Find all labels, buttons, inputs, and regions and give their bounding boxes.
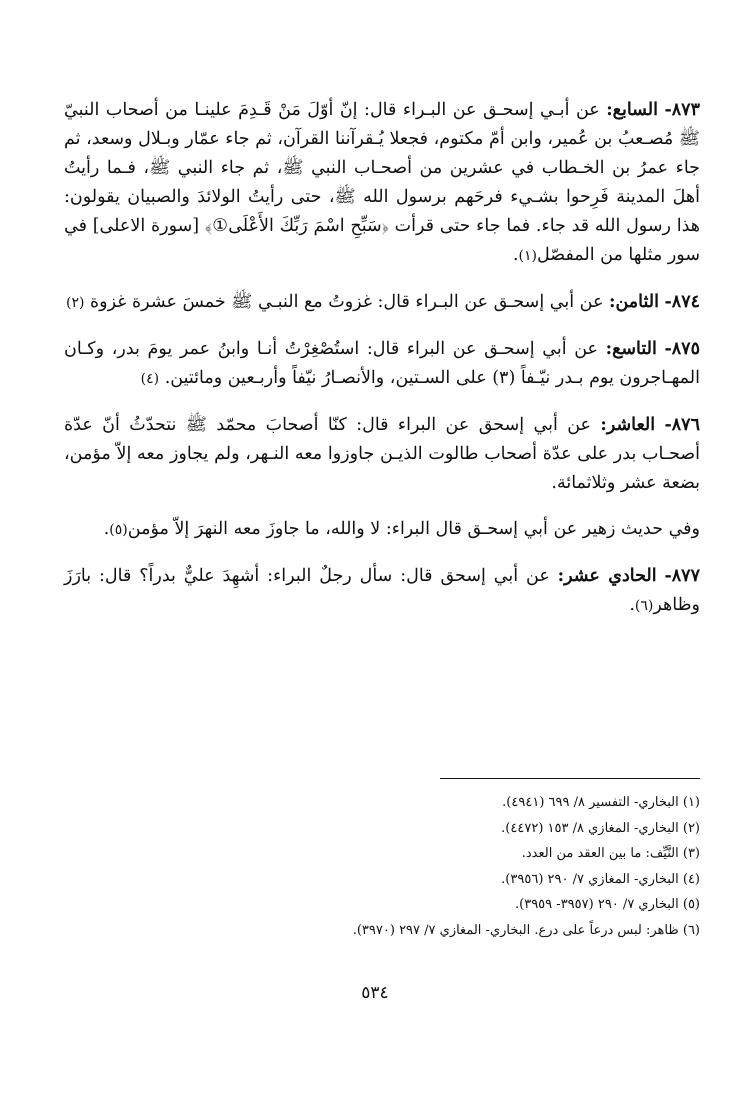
zuhair-narration (64, 515, 700, 545)
main-text (64, 96, 700, 638)
hadith-876 (64, 411, 700, 498)
footnotes (150, 790, 700, 943)
footnote-4: (٤) البخاري- المغازي ٧/ ٢٩٠ (٣٩٥٦). (501, 871, 700, 887)
sentence-end: . (512, 245, 519, 265)
hadith-number: ٨٧٤- (664, 292, 700, 312)
footnote-5: (٥) البخاري ٧/ ٢٩٠ (٣٩٥٧- ٣٩٥٩). (515, 897, 700, 912)
hadith-label: التاسع: (605, 339, 657, 359)
hadith-number: ٨٧٣- (664, 100, 700, 120)
hadith-874 (64, 288, 700, 318)
hadith-label: السابع: (606, 100, 658, 120)
footnote-ref: (٥) (109, 522, 128, 538)
hadith-875 (64, 335, 700, 394)
hadith-label: الثامن: (608, 292, 659, 312)
footnote-1: (١) البخاري- التفسير ٨/ ٦٩٩ (٤٩٤١). (502, 795, 700, 810)
narration-text: وفي حديث زهير عن أبي إسحـق قال البراء: لا والله، ما جاوزَ معه النهرَ إلاّ مؤمن (127, 519, 700, 539)
hadith-number: ٨٧٥- (664, 339, 700, 359)
hadith-label: العاشر: (600, 415, 656, 435)
hadith-873 (64, 96, 700, 271)
footnote-ref: (١) (518, 248, 538, 264)
footnote-ref: (٦) (634, 598, 654, 614)
footnote-2: (٢) البخاري- المغازي ٨/ ١٥٣ (٤٤٧٢). (501, 820, 700, 836)
hadith-text: عن أبي إسحق عن البراء قال: كنّا أصحابَ محمّد ﷺ نتحدّثُ أنّ عدّة أصحـاب بدر على عدّة أصحاب طالوت الذيـن جاوزوا معه النـهر، ولم يجاوز معه إلاّ مؤمن، بضعة عشر وثلاثمائة. (64, 415, 700, 493)
hadith-877 (64, 562, 700, 621)
page-number: ٥٣٤ (361, 983, 389, 1003)
footnote-6: (٦) ظاهر: لبس درعاً على درع. البخاري- المغازي ٧/ ٢٩٧ (٣٩٧٠). (352, 922, 700, 938)
hadith-text: عن أبي إسحـق عن البـراء قال: غزوتُ مع النبـي ﷺ خمسَ عشرة غزوة (90, 292, 604, 312)
sentence-end: . (629, 595, 635, 615)
hadith-text: عن أبـي إسحـق عن البـراء قال: إنّ أوّلَ مَنْ قَـدِمَ علينـا من أصحاب النبيّ ﷺ مُصـعبُ بن عُمير، وابن أمّ مكتوم، فجعلا يُـقرآننا القرآن، ثم جاء عمّار وبـلال وسعد، ثم جاء عمرُ بن الخـطاب في عشرين من أصحـاب النبي ﷺ، ثم جاء النبي ﷺ، فـما رأيتُ أهلَ المدينة فَرِحوا بشـيء فرحَهم برسول الله ﷺ، حتى رأيتُ الولائدَ والصبيان يقولون: هذا رسول الله قد جاء. فما جاء حتى قرأت ﴿سَبِّحِ اسْمَ رَبِّكَ الأَعْلَى①﴾ [سورة الاعلى] في سور مثلها من المفصّل (64, 100, 700, 265)
hadith-text: عن أبي إسحق قال: سأل رجلٌ البراء: أشهِدَ عليٌّ بدراً؟ قال: بارَزَ وظاهر (64, 566, 700, 615)
hadith-label: الحادي عشر: (557, 566, 657, 586)
footnote-divider (440, 778, 700, 779)
footnote-ref: (٢) (65, 295, 85, 311)
hadith-number: ٨٧٧- (664, 566, 700, 586)
footnote-ref: (٤) (140, 371, 160, 387)
hadith-text: عن أبي إسحـق عن البراء قال: استُصْغِرْتُ أنـا وابنُ عمر يومَ بدر، وكـان المهـاجرون يوم بـدر نيّـفاً (٣) على السـتين، والأنصـارُ نيّفاً وأربـعين ومائتين. (64, 339, 700, 388)
footnote-3: (٣) النَّيِّف: ما بين العقد من العدد. (521, 846, 700, 861)
hadith-number: ٨٧٦- (664, 415, 700, 435)
sentence-end: . (103, 519, 110, 539)
